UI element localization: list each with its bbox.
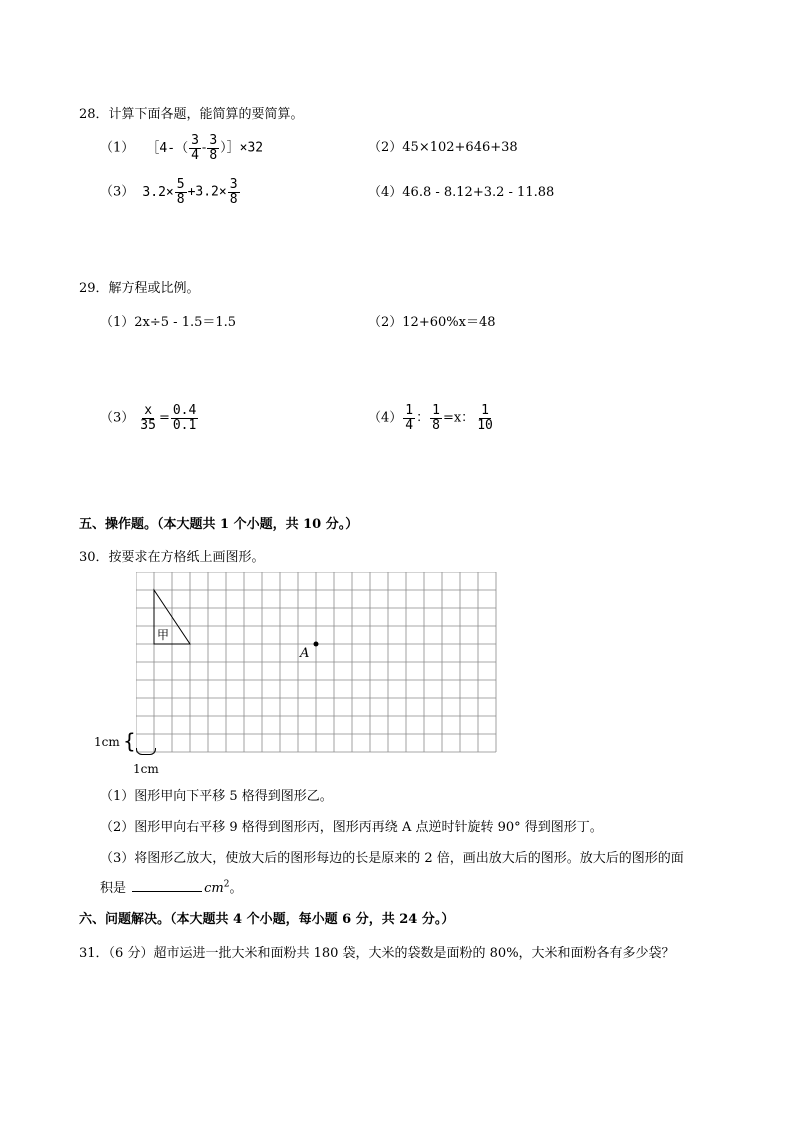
q30-task3-cont: 积是 $cm^2$。 — [100, 879, 243, 896]
q28-title: 28．计算下面各题，能简算的要简算。 — [79, 107, 304, 122]
grid-lines — [136, 572, 496, 752]
section-5-heading: 五、操作题。（本大题共 1 个小题，共 10 分。） — [79, 517, 359, 532]
point-a-label: A — [300, 646, 310, 661]
left-brace-icon: { — [123, 729, 136, 753]
scale-left-label: 1cm — [94, 735, 120, 749]
q30-task2: （2）图形甲向右平移 9 格得到图形丙，图形丙再绕 A 点逆时针旋转 90° 得到图形丁。 — [100, 820, 603, 835]
q29-part3: （3） $\frac{x}{35}$ = $\frac{0.4}{0.1}$ — [100, 403, 197, 433]
q28-part3: （3） 3.2× $\frac{5}{8}$ +3.2× $\frac{3}{8}$ — [100, 177, 238, 207]
q29-part2: （2）12+60%x＝48 — [368, 315, 496, 330]
q30-task1: （1）图形甲向下平移 5 格得到图形乙。 — [100, 789, 333, 804]
q29-part4: （4） $\frac{1}{4}$ ： $\frac{1}{8}$ =x： $\frac{1}{10}$ — [368, 403, 493, 433]
q28-part2: （2）45×102+646+38 — [368, 140, 518, 155]
q28-part1: （1） ［4-（ $\frac{3}{4}$ - $\frac{3}{8}$ ）］×32 — [100, 133, 264, 163]
q28-part4: （4）46.8 - 8.12+3.2 - 11.88 — [368, 185, 555, 200]
q29-part1: （1）2x÷5 - 1.5＝1.5 — [100, 315, 237, 330]
point-a-dot — [314, 642, 319, 647]
q31-text: 31．（6 分）超市运进一批大米和面粉共 180 袋，大米的袋数是面粉的 80%，大米和面粉各有多少袋？ — [79, 946, 675, 961]
bottom-brace-icon — [136, 748, 156, 755]
graph-paper — [136, 572, 500, 758]
q29-title: 29．解方程或比例。 — [79, 281, 200, 296]
section-6-heading: 六、问题解决。（本大题共 4 个小题，每小题 6 分，共 24 分。） — [79, 912, 455, 927]
area-answer-blank[interactable] — [132, 881, 202, 892]
q30-title: 30．按要求在方格纸上画图形。 — [79, 550, 265, 565]
scale-bottom-label: 1cm — [133, 762, 159, 776]
triangle-jia-label: 甲 — [157, 628, 170, 642]
q30-task3: （3）将图形乙放大，使放大后的图形每边的长是原来的 2 倍，画出放大后的图形。放大后的图形的面 — [100, 851, 684, 866]
